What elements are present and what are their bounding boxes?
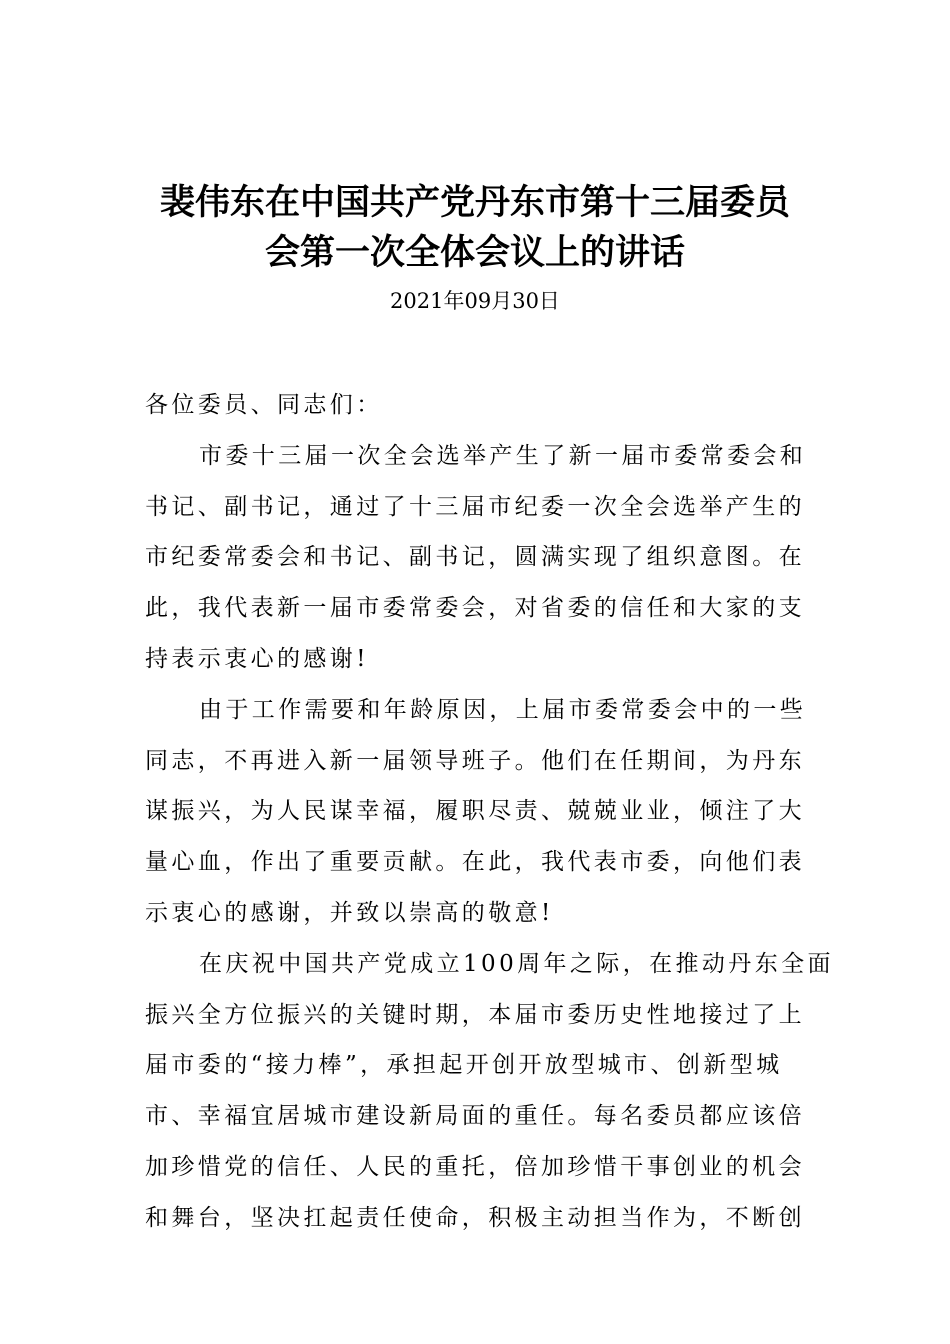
- document-title: [0, 178, 950, 278]
- paragraph-2: [145, 685, 815, 939]
- paragraph-line: 示衷心的感谢，并致以崇高的敬意!: [145, 899, 554, 926]
- paragraph-1: [145, 431, 815, 685]
- paragraph-line: 市委十三届一次全会选举产生了新一届市委常委会和: [199, 442, 807, 469]
- paragraph-line: 持表示衷心的感谢!: [145, 645, 369, 672]
- document-date: 2021年09月30日: [390, 289, 560, 313]
- title-line-2: 会第一次全体会议上的讲话: [264, 233, 685, 273]
- paragraph-line: 书记、副书记，通过了十三届市纪委一次全会选举产生的: [145, 493, 805, 520]
- paragraph-line: 加珍惜党的信任、人民的重托，倍加珍惜干事创业的机会: [145, 1153, 805, 1180]
- paragraph-line: 市、幸福宜居城市建设新局面的重任。每名委员都应该倍: [145, 1103, 805, 1130]
- paragraph-line: 在庆祝中国共产党成立100周年之际，在推动丹东全面: [199, 950, 834, 977]
- paragraph-line: 此，我代表新一届市委常委会，对省委的信任和大家的支: [145, 595, 805, 622]
- paragraph-line: 谋振兴，为人民谋幸福，履职尽责、兢兢业业，倾注了大: [145, 798, 805, 825]
- document-body: [145, 380, 834, 1244]
- paragraph-line: 量心血，作出了重要贡献。在此，我代表市委，向他们表: [145, 849, 805, 876]
- salutation: 各位委员、同志们：: [145, 392, 383, 418]
- paragraph-line: 同志，不再进入新一届领导班子。他们在任期间，为丹东: [145, 747, 805, 774]
- paragraph-line: 振兴全方位振兴的关键时期，本届市委历史性地接过了上: [145, 1001, 805, 1028]
- paragraph-line: 届市委的“接力棒”，承担起开创开放型城市、创新型城: [145, 1052, 783, 1079]
- title-line-1: 裴伟东在中国共产党丹东市第十三届委员: [159, 183, 790, 223]
- paragraph-line: 由于工作需要和年龄原因，上届市委常委会中的一些: [199, 696, 807, 723]
- paragraph-line: 市纪委常委会和书记、副书记，圆满实现了组织意图。在: [145, 544, 805, 571]
- paragraph-3: [145, 939, 834, 1244]
- paragraph-line: 和舞台，坚决扛起责任使命，积极主动担当作为，不断创: [145, 1204, 805, 1231]
